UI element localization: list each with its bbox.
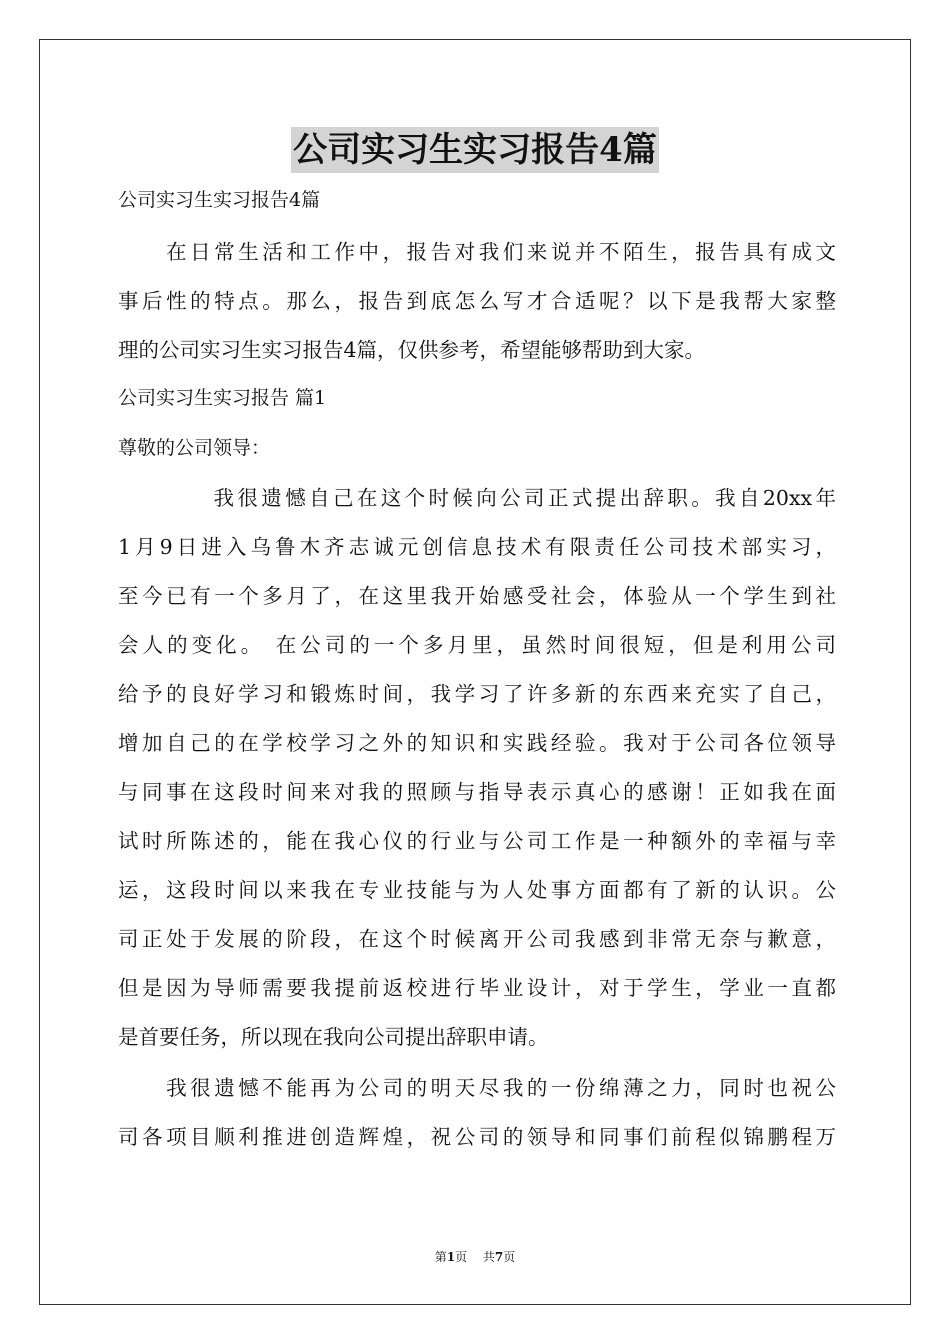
section-heading: 公司实习生实习报告 篇1 <box>118 387 327 409</box>
page-total: 7 <box>494 1250 504 1264</box>
intro-line: 在日常生活和工作中，报告对我们来说并不陌生，报告具有成文 <box>118 240 836 264</box>
title-wrap <box>0 127 950 173</box>
body-line: 但是因为导师需要我提前返校进行毕业设计，对于学生，学业一直都 <box>118 976 836 1000</box>
salutation: 尊敬的公司领导： <box>118 437 271 459</box>
body-line: 运，这段时间以来我在专业技能与为人处事方面都有了新的认识。公 <box>118 878 836 902</box>
body-line: 试时所陈述的，能在我心仪的行业与公司工作是一种额外的幸福与幸 <box>118 829 836 853</box>
body-line: 与同事在这段时间来对我的照顾与指导表示真心的感谢！正如我在面 <box>118 780 836 804</box>
body-line: 给予的良好学习和锻炼时间，我学习了许多新的东西来充实了自己， <box>118 682 836 706</box>
document-title: 公司实习生实习报告4篇 <box>291 127 659 173</box>
page-suffix: 页 <box>503 1250 516 1264</box>
page-mid: 页 共 <box>455 1250 495 1264</box>
body-line: 增加自己的在学校学习之外的知识和实践经验。我对于公司各位领导 <box>118 731 836 755</box>
body-line: 司正处于发展的阶段，在这个时候离开公司我感到非常无奈与歉意， <box>118 927 836 951</box>
intro-paragraph <box>118 228 836 375</box>
body-line: 至今已有一个多月了，在这里我开始感受社会，体验从一个学生到社 <box>118 584 836 608</box>
page-prefix: 第 <box>434 1250 447 1264</box>
closing-line: 司各项目顺利推进创造辉煌，祝公司的领导和同事们前程似锦鹏程万 <box>118 1125 836 1149</box>
intro-line: 理的公司实习生实习报告4篇，仅供参考，希望能够帮助到大家。 <box>118 338 706 362</box>
page-current: 1 <box>446 1250 456 1264</box>
document-subtitle: 公司实习生实习报告4篇 <box>118 189 321 211</box>
body-line: 1月9日进入乌鲁木齐志诚元创信息技术有限责任公司技术部实习， <box>118 535 836 559</box>
body-line: 我很遗憾自己在这个时候向公司正式提出辞职。我自20xx年 <box>118 486 836 510</box>
closing-paragraph <box>118 1064 836 1162</box>
closing-line: 我很遗憾不能再为公司的明天尽我的一份绵薄之力，同时也祝公 <box>118 1076 836 1100</box>
body-line: 会人的变化。 在公司的一个多月里，虽然时间很短，但是利用公司 <box>118 633 836 657</box>
intro-line: 事后性的特点。那么，报告到底怎么写才合适呢？以下是我帮大家整 <box>118 289 836 313</box>
body-paragraph <box>118 474 836 1062</box>
page-footer <box>0 1248 950 1265</box>
body-line: 是首要任务，所以现在我向公司提出辞职申请。 <box>118 1025 549 1049</box>
